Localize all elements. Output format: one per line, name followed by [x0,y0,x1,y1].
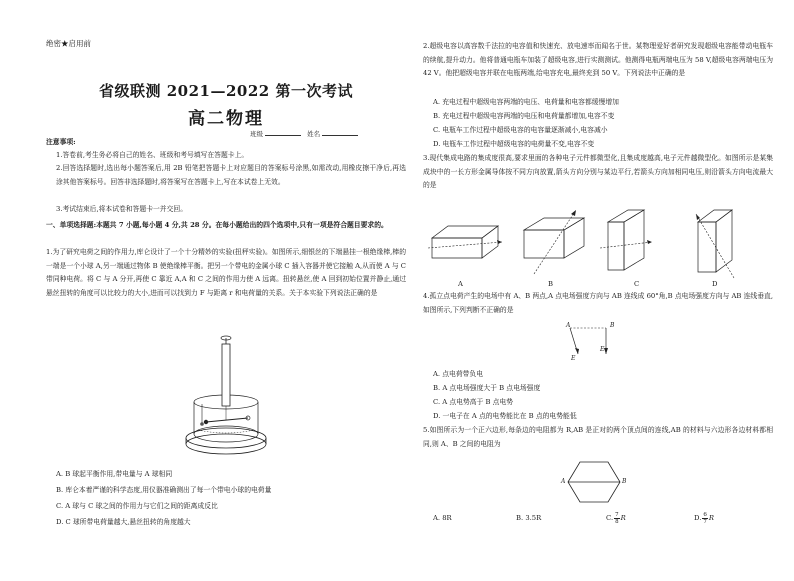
q5-option-d[interactable] [694,512,714,525]
q3-label-a[interactable]: A [458,280,463,288]
torsion-balance-figure [176,332,276,462]
q5-c-denominator: 8 [615,519,619,525]
q3-figure-c [600,210,652,270]
section1-heading: 一、单项选择题:本题共 7 小题,每小题 4 分,共 28 分。在每小题给出的四个选项中,只有一项是符合题目要求的。 [46,221,388,229]
q4-stem: 4.孤立点电荷产生的电场中有 A、B 两点,A 点电场强度方向与 AB 连线成 60°角,B 点电场强度方向与 AB 连线垂直,如图所示,下列判断不正确的是 [423,292,773,314]
q2-option-c[interactable]: C. 电瓶车工作过程中超级电容的电容量逐渐减小,电容减小 [433,126,608,134]
q1-option-d[interactable]: D. C 球所带电荷量越大,悬丝扭转的角度越大 [56,518,191,526]
q5-option-c[interactable] [606,512,626,525]
q2-option-d[interactable]: D. 电瓶车工作过程中超级电容的电荷量不变,电容不变 [433,140,595,148]
q3-figure-d [696,210,734,278]
q3-label-c[interactable]: C [634,280,640,288]
q1-stem: 1.为了研究电荷之间的作用力,库仑设计了一个十分精妙的实验(扭秤实验)。如图所示,细银丝的下端悬挂一根绝缘棒,棒的一端是一个小球 A,另一端通过物体 B 使绝缘棒平衡。把另一个带电的金属小球 C 插入容器并使它接触 A,从而使 A 与 C 带同种电荷。将 C 与 A 分开,再使 C 靠近 A,A 和 C 之间的作用力使 A 远离。扭转悬丝,使 A 回到初始位置并静止,通过悬丝扭转的角度可以比较力的大小,进而可以找到力 F 与距离 r 和电荷量的关系。关于本实验下列说法正确的是 [46,248,406,297]
q5-option-d-letter: D. [694,514,702,522]
q1-option-a[interactable]: A. B 球起平衡作用,带电量与 A 球相同 [56,470,173,478]
q5-stem: 5.如图所示为一个正六边形,每条边的电阻都为 R,AB 是正对的两个顶点间的连线,AB 的材料与六边形各边材料都相同,则 A、B 之间的电阻为 [423,426,773,448]
q5-option-d-fraction [702,512,708,525]
q5-option-c-letter: C. [606,514,614,522]
q5-d-numerator: 6 [703,512,707,518]
note-item-2: 2.回答选择题时,选出每小题答案后,用 2B 铅笔把答题卡上对应题目的答案标号涂黑,如需改动,用橡皮擦干净后,再选涂其他答案标号。回答非选择题时,将答案写在答题卡上,写在本试卷上无效。 [56,164,406,186]
name-label: 姓名 [307,130,321,138]
q4-option-a[interactable]: A. 点电荷带负电 [433,370,484,378]
q5-option-c-unit: R [620,514,626,522]
q5-option-d-unit: R [708,514,714,522]
q5-label-a: A [561,478,566,485]
q4-option-b[interactable]: B. A 点电场强度大于 B 点电场强度 [433,384,541,392]
notes-heading: 注意事项: [46,138,76,146]
q3-figure-b [524,210,584,274]
q4-label-e1: E [571,355,576,362]
secret-label: 绝密★启用前 [46,39,91,48]
q3-label-b[interactable]: B [548,280,553,288]
q4-label-e2: E [600,346,605,353]
q5-option-b[interactable]: B. 3.5R [516,514,542,522]
q4-label-a: A [566,322,571,329]
q2-stem: 2.超级电容以高容数千法拉的电容值和快速充、放电速率而闻名于世。某物理爱好者研究发现超级电容能带动电瓶车的续航,提升动力。他将普通电瓶车加装了超级电容,进行实测测试。他测得电瓶两端电压为 58 V,超级电容两端电压为 42 V。他把超级电容并联在电瓶两端,给电容充电,最终充到 50 V。下列说法中正确的是 [423,42,773,78]
q5-option-a[interactable]: A. 8R [433,514,452,522]
q5-hexagon-figure [560,458,628,506]
q1-option-c[interactable]: C. A 球与 C 球之间的作用力与它们之间的距离成反比 [56,502,218,510]
q5-c-numerator: 7 [615,512,619,518]
q3-figure-a [428,226,502,258]
q5-option-c-fraction [614,512,620,525]
exam-title: 省级联测 2021—2022 第一次考试 [99,82,353,100]
note-item-3: 3.考试结束后,将本试卷和答题卡一并交回。 [56,205,187,213]
exam-subtitle: 高二物理 [188,109,264,129]
class-label: 班级 [250,130,263,138]
q3-label-d[interactable]: D [712,280,718,288]
q2-option-b[interactable]: B. 充电过程中超级电容两端的电压和电荷量都增加,电容不变 [433,112,615,120]
q3-stem: 3.现代集成电路的集成度很高,要求里面的各种电子元件都微型化,且集成度越高,电子元件越微型化。如图所示是某集成块中的一长方形金属导体按不同方向放置,箭头方向分别与某边平行,若箭头方向加相同电压,则沿箭头方向电流最大的是 [423,154,773,190]
q4-option-c[interactable]: C. A 点电势高于 B 点电势 [433,398,514,406]
q4-label-b: B [610,322,615,329]
note-item-1: 1.答卷前,考生务必将自己的姓名、班级和考号填写在答题卡上。 [56,151,249,159]
q2-option-a[interactable]: A. 充电过程中超级电容两端的电压、电荷量和电容都缓慢增加 [433,98,619,106]
q4-option-d[interactable]: D. 一电子在 A 点的电势能比在 B 点的电势能低 [433,412,577,420]
q1-option-b[interactable]: B. 库仑本着严谨的科学态度,用仪器准确测出了每一个带电小球的电荷量 [56,486,272,494]
q5-label-b: B [622,478,627,485]
q5-d-denominator: 7 [703,519,707,525]
